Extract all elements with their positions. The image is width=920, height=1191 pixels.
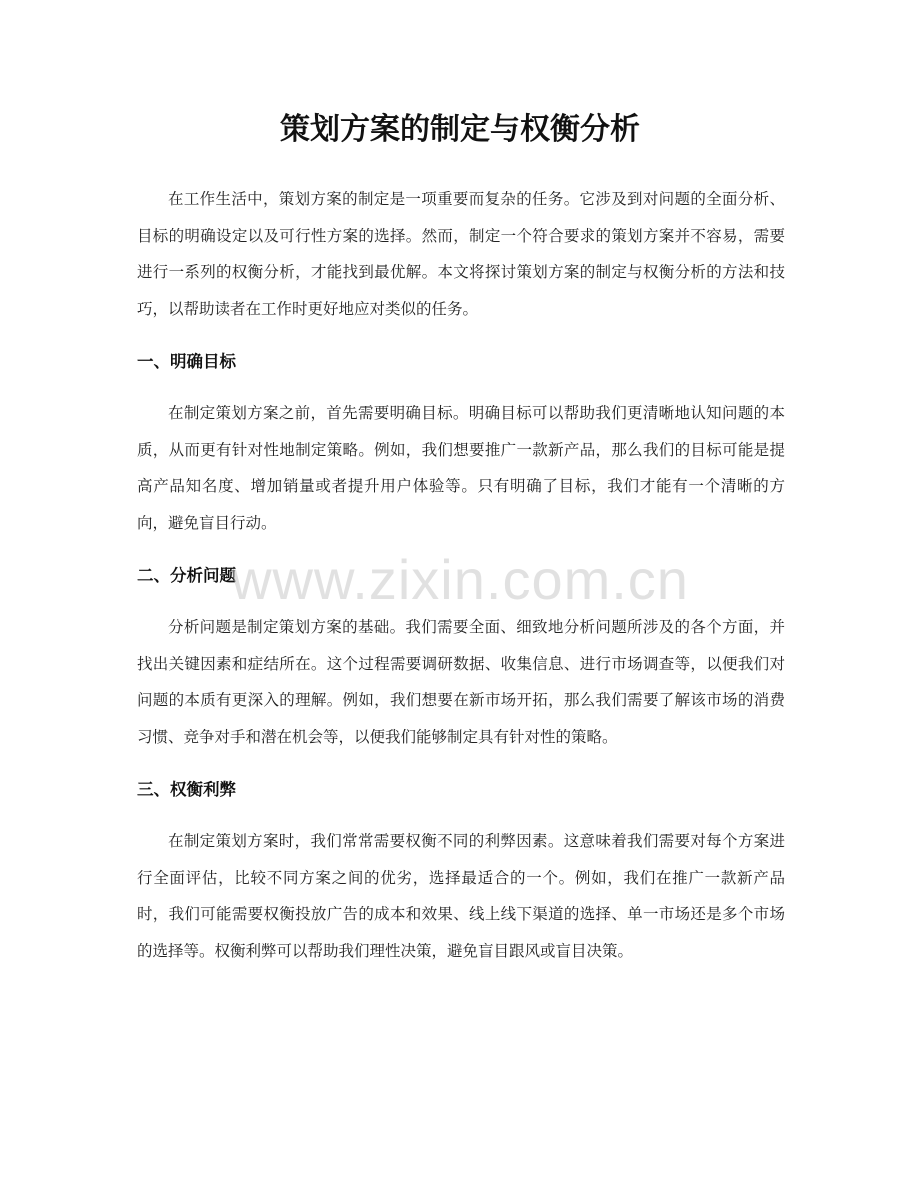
intro-paragraph: 在工作生活中，策划方案的制定是一项重要而复杂的任务。它涉及到对问题的全面分析、目标的明确设定以及可行性方案的选择。然而，制定一个符合要求的策划方案并不容易，需要进行一系列的权衡分析，才能找到最优解。本文将探讨策划方案的制定与权衡分析的方法和技巧，以帮助读者在工作时更好地应对类似的任务。 — [137, 190, 785, 318]
document-body — [137, 181, 785, 969]
page-title: 策划方案的制定与权衡分析 — [280, 112, 640, 147]
section-heading-tradeoffs: 三、权衡利弊 — [137, 780, 236, 799]
section-paragraph-analysis: 分析问题是制定策划方案的基础。我们需要全面、细致地分析问题所涉及的各个方面，并找出关键因素和症结所在。这个过程需要调研数据、收集信息、进行市场调查等，以便我们对问题的本质有更深入的理解。例如，我们想要在新市场开拓，那么我们需要了解该市场的消费习惯、竞争对手和潜在机会等，以便我们能够制定具有针对性的策略。 — [137, 618, 785, 746]
watermark: www.zixin.com.cn — [231, 548, 689, 611]
section-heading-goals: 一、明确目标 — [137, 352, 236, 371]
section-paragraph-tradeoffs: 在制定策划方案时，我们常常需要权衡不同的利弊因素。这意味着我们需要对每个方案进行全面评估，比较不同方案之间的优劣，选择最适合的一个。例如，我们在推广一款新产品时，我们可能需要权衡投放广告的成本和效果、线上线下渠道的选择、单一市场还是多个市场的选择等。权衡利弊可以帮助我们理性决策，避免盲目跟风或盲目决策。 — [137, 832, 785, 960]
section-paragraph-goals: 在制定策划方案之前，首先需要明确目标。明确目标可以帮助我们更清晰地认知问题的本质，从而更有针对性地制定策略。例如，我们想要推广一款新产品，那么我们的目标可能是提高产品知名度、增加销量或者提升用户体验等。只有明确了目标，我们才能有一个清晰的方向，避免盲目行动。 — [137, 404, 785, 532]
section-heading-analysis: 二、分析问题 — [137, 566, 236, 585]
